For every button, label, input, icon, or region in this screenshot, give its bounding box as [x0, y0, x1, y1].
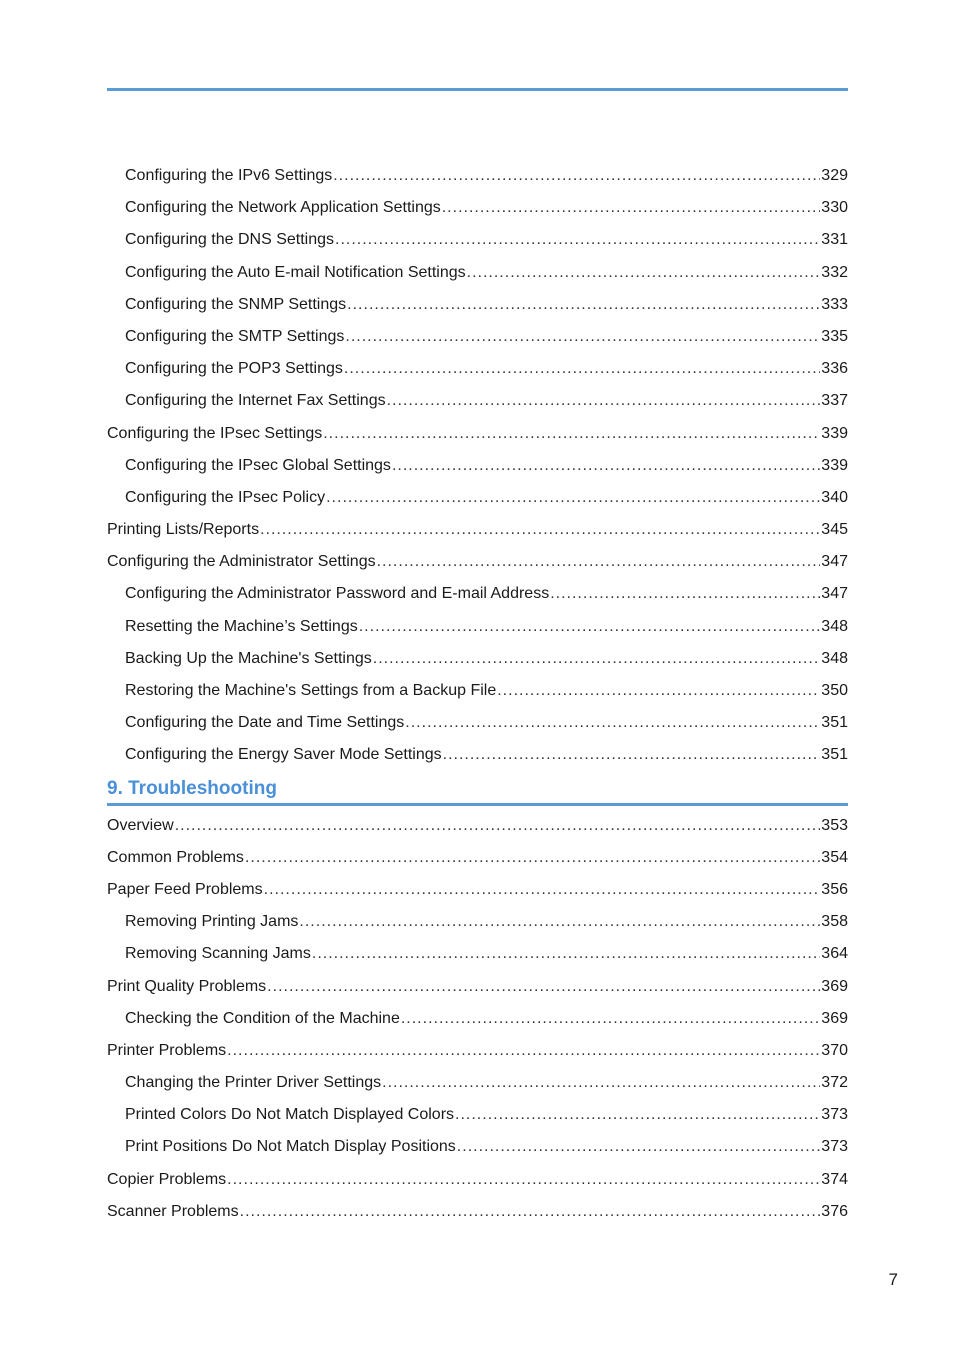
dot-leader	[240, 1196, 821, 1228]
dot-leader	[387, 385, 821, 417]
dot-leader	[227, 1035, 820, 1067]
toc-entry-page: 376	[821, 1202, 848, 1220]
toc-section-before	[107, 160, 848, 772]
dot-leader	[335, 224, 820, 256]
toc-entry[interactable]	[107, 1164, 848, 1196]
toc-entry[interactable]	[107, 1035, 848, 1067]
dot-leader	[267, 971, 820, 1003]
toc-entry-title: Configuring the Administrator Settings	[107, 553, 376, 571]
toc-entry[interactable]	[107, 842, 848, 874]
toc-entry-page: 373	[821, 1138, 848, 1156]
toc-entry-page: 348	[821, 617, 848, 635]
dot-leader	[457, 1131, 821, 1163]
toc-entry-page: 373	[821, 1106, 848, 1124]
toc-entry-title: Configuring the Administrator Password and E-mail Address	[125, 585, 550, 603]
toc-entry-page: 374	[821, 1170, 848, 1188]
toc-entry[interactable]	[107, 514, 848, 546]
toc-entry[interactable]	[107, 289, 848, 321]
toc-entry-title: Configuring the Energy Saver Mode Settings	[125, 746, 442, 764]
toc-entry-page: 333	[821, 295, 848, 313]
dot-leader	[323, 418, 820, 450]
toc-entry[interactable]	[107, 1131, 848, 1163]
dot-leader	[264, 874, 821, 906]
dot-leader	[373, 643, 821, 675]
toc-entry-title: Configuring the Auto E-mail Notification Settings	[125, 263, 466, 281]
toc-entry[interactable]	[107, 192, 848, 224]
toc-entry[interactable]	[107, 418, 848, 450]
toc-entry-title: Overview	[107, 816, 174, 834]
toc-entry-title: Configuring the IPsec Settings	[107, 424, 323, 442]
toc-entry-page: 337	[821, 392, 848, 410]
dot-leader	[333, 160, 820, 192]
toc-entry-title: Configuring the IPsec Global Settings	[125, 456, 391, 474]
toc-entry-title: Paper Feed Problems	[107, 880, 263, 898]
toc-entry[interactable]	[107, 643, 848, 675]
dot-leader	[443, 739, 821, 771]
toc-entry[interactable]	[107, 224, 848, 256]
toc-entry[interactable]	[107, 611, 848, 643]
toc-entry-title: Print Positions Do Not Match Display Positions	[125, 1138, 456, 1156]
header-rule	[107, 88, 848, 91]
dot-leader	[359, 611, 821, 643]
toc-entry-title: Backing Up the Machine's Settings	[125, 649, 372, 667]
toc-entry-title: Printing Lists/Reports	[107, 521, 260, 539]
toc-entry-page: 340	[821, 488, 848, 506]
dot-leader	[401, 1003, 820, 1035]
toc-entry[interactable]	[107, 906, 848, 938]
toc-entry-title: Configuring the SMTP Settings	[125, 327, 345, 345]
toc-entry-title: Configuring the SNMP Settings	[125, 295, 347, 313]
toc-entry-title: Restoring the Machine's Settings from a Backup File	[125, 682, 497, 699]
toc-entry-title: Removing Scanning Jams	[125, 945, 311, 963]
toc-entry-title: Printed Colors Do Not Match Displayed Colors	[125, 1106, 455, 1124]
toc-entry-title: Removing Printing Jams	[125, 913, 299, 931]
toc-entry-title: Copier Problems	[107, 1170, 227, 1188]
toc-entry[interactable]	[107, 160, 848, 192]
toc-entry-page: 364	[821, 945, 848, 963]
dot-leader	[175, 810, 821, 842]
toc-entry-title: Configuring the IPv6 Settings	[125, 167, 333, 184]
toc-entry-page: 332	[821, 263, 848, 281]
toc-entry[interactable]	[107, 739, 848, 771]
toc-entry-page: 331	[821, 231, 848, 249]
toc-entry[interactable]	[107, 546, 848, 578]
dot-leader	[245, 842, 820, 874]
dot-leader	[260, 514, 820, 546]
toc-entry-title: Configuring the POP3 Settings	[125, 360, 343, 378]
toc-entry[interactable]	[107, 321, 848, 353]
table-of-contents	[107, 160, 848, 1228]
toc-entry-page: 335	[821, 327, 848, 345]
toc-entry-page: 370	[821, 1041, 848, 1059]
toc-entry-page: 358	[821, 913, 848, 931]
toc-entry[interactable]	[107, 1099, 848, 1131]
dot-leader	[326, 482, 820, 514]
toc-entry-title: Configuring the Internet Fax Settings	[125, 392, 386, 410]
toc-entry-page: 372	[821, 1074, 848, 1092]
toc-entry-title: Configuring the IPsec Policy	[125, 488, 326, 506]
dot-leader	[497, 675, 820, 707]
toc-entry-page: 347	[821, 553, 848, 571]
toc-entry-page: 351	[821, 746, 848, 764]
toc-entry-page: 339	[821, 424, 848, 442]
toc-entry-page: 354	[821, 848, 848, 866]
toc-entry-title: Checking the Condition of the Machine	[125, 1009, 400, 1027]
dot-leader	[227, 1164, 820, 1196]
toc-entry[interactable]	[107, 257, 848, 289]
toc-entry[interactable]	[107, 353, 848, 385]
toc-entry-page: 348	[821, 649, 848, 667]
toc-entry-page: 356	[821, 880, 848, 898]
toc-entry-page: 330	[821, 199, 848, 217]
toc-entry-page: 336	[821, 360, 848, 378]
toc-entry[interactable]	[107, 675, 848, 707]
page-number: 7	[888, 1270, 898, 1289]
chapter-heading[interactable]: 9. Troubleshooting	[107, 772, 848, 806]
dot-leader	[392, 450, 820, 482]
dot-leader	[345, 321, 820, 353]
toc-entry[interactable]	[107, 1067, 848, 1099]
toc-entry-title: Resetting the Machine’s Settings	[125, 617, 358, 635]
toc-entry[interactable]	[107, 810, 848, 842]
toc-entry[interactable]	[107, 971, 848, 1003]
toc-entry-title: Printer Problems	[107, 1041, 227, 1059]
dot-leader	[377, 546, 821, 578]
toc-entry-page: 369	[821, 1009, 848, 1027]
toc-entry[interactable]	[107, 874, 848, 906]
toc-entry-page: 345	[821, 521, 848, 539]
dot-leader	[312, 938, 820, 970]
dot-leader	[550, 578, 820, 610]
dot-leader	[442, 192, 821, 224]
toc-entry[interactable]	[107, 578, 848, 610]
toc-entry-page: 351	[821, 714, 848, 732]
toc-entry-title: Configuring the Date and Time Settings	[125, 714, 405, 732]
toc-entry-page: 369	[821, 977, 848, 995]
toc-entry-title: Print Quality Problems	[107, 977, 267, 995]
toc-entry-title: Configuring the DNS Settings	[125, 231, 334, 249]
toc-entry[interactable]	[107, 450, 848, 482]
toc-entry-page: 353	[821, 816, 848, 834]
dot-leader	[347, 289, 820, 321]
dot-leader	[405, 707, 820, 739]
dot-leader	[455, 1099, 820, 1131]
toc-entry[interactable]	[107, 1003, 848, 1035]
dot-leader	[382, 1067, 820, 1099]
toc-section-after	[107, 810, 848, 1228]
toc-entry[interactable]	[107, 938, 848, 970]
toc-entry[interactable]	[107, 707, 848, 739]
toc-entry-title: Scanner Problems	[107, 1202, 239, 1220]
toc-entry-title: Configuring the Network Application Settings	[125, 199, 441, 217]
toc-entry-page: 350	[821, 682, 848, 699]
toc-entry-page: 339	[821, 456, 848, 474]
toc-entry[interactable]	[107, 1196, 848, 1228]
dot-leader	[344, 353, 820, 385]
toc-entry-title: Changing the Printer Driver Settings	[125, 1074, 382, 1092]
dot-leader	[467, 257, 821, 289]
dot-leader	[299, 906, 820, 938]
toc-entry-title: Common Problems	[107, 848, 244, 866]
toc-entry-page: 347	[821, 585, 848, 603]
toc-entry[interactable]	[107, 385, 848, 417]
toc-entry-page: 329	[821, 167, 848, 184]
toc-entry[interactable]	[107, 482, 848, 514]
